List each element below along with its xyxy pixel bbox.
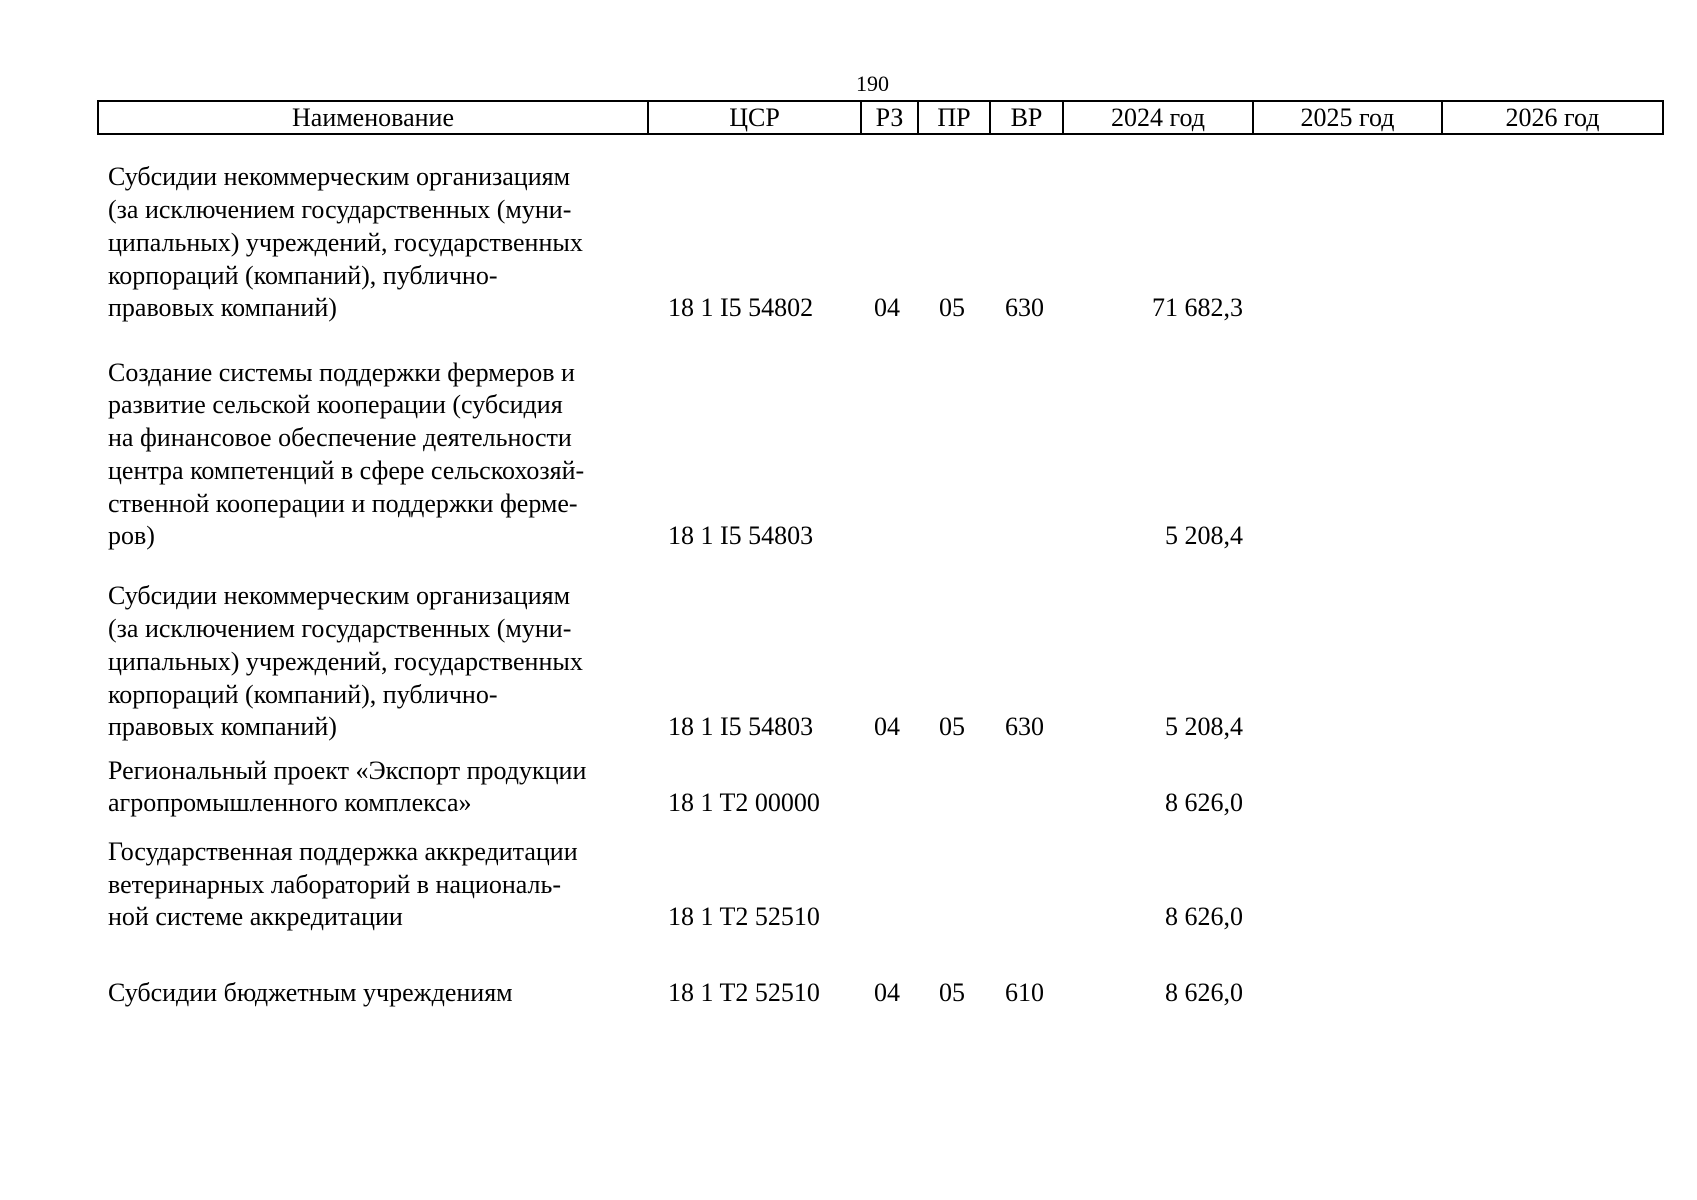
row-rz: 04 (874, 978, 900, 1008)
row-pr: 05 (939, 293, 965, 323)
row-name: Субсидии бюджетным учреждениям (108, 978, 513, 1008)
header-csr: ЦСР (649, 102, 862, 133)
row-rz: 04 (874, 712, 900, 742)
page-number: 190 (856, 71, 889, 96)
row-vr: 630 (1005, 293, 1044, 323)
header-name: Наименование (99, 102, 649, 133)
row-year-2024: 5 208,4 (1165, 712, 1243, 742)
row-year-2024: 8 626,0 (1165, 788, 1243, 818)
row-csr: 18 1 T2 52510 (668, 902, 820, 932)
row-year-2024: 5 208,4 (1165, 521, 1243, 551)
header-year-2024: 2024 год (1064, 102, 1254, 133)
row-name: Государственная поддержка аккредитации ветеринарных лабораторий в националь- ной системе аккредитации (108, 836, 578, 932)
header-rz: РЗ (862, 102, 919, 133)
row-csr: 18 1 I5 54803 (668, 521, 814, 551)
row-pr: 05 (939, 712, 965, 742)
row-csr: 18 1 I5 54803 (668, 712, 814, 742)
row-name: Создание системы поддержки фермеров и развитие сельской кооперации (субсидия на финансовое обеспечение деятельности центра компетенций в сфере сельскохозяй- ственной кооперации и поддержки ферме- ров) (108, 357, 585, 551)
row-name: Региональный проект «Экспорт продукции агропромышленного комплекса» (108, 755, 587, 818)
header-year-2026: 2026 год (1505, 103, 1600, 132)
row-csr: 18 1 I5 54802 (668, 293, 814, 323)
row-vr: 610 (1005, 978, 1044, 1008)
row-name: Субсидии некоммерческим организациям (за исключением государственных (муни- ципальных) учреждений, государственных корпораций (компаний), публично- правовых компаний) (108, 581, 583, 742)
row-csr: 18 1 T2 00000 (668, 788, 820, 818)
row-rz: 04 (874, 293, 900, 323)
row-pr: 05 (939, 978, 965, 1008)
row-vr: 630 (1005, 712, 1044, 742)
row-csr: 18 1 T2 52510 (668, 978, 820, 1008)
row-name: Субсидии некоммерческим организациям (за исключением государственных (муни- ципальных) учреждений, государственных корпораций (компаний), публично- правовых компаний) (108, 162, 583, 323)
header-vr: ВР (991, 102, 1064, 133)
row-year-2024: 8 626,0 (1165, 902, 1243, 932)
row-year-2024: 71 682,3 (1152, 293, 1243, 323)
header-pr: ПР (919, 102, 991, 133)
row-year-2024: 8 626,0 (1165, 978, 1243, 1008)
header-year-2025: 2025 год (1254, 102, 1443, 133)
